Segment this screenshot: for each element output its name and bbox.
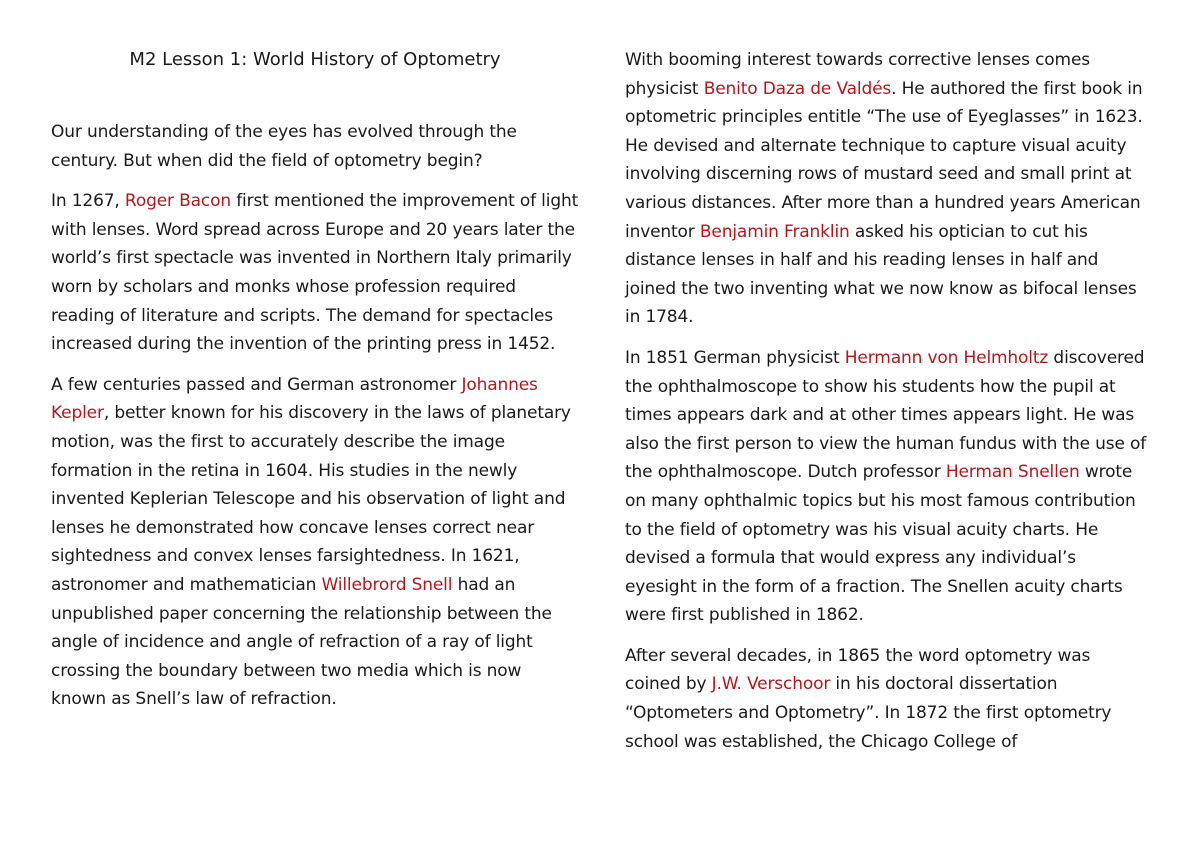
text-run: With booming interest towards corrective lenses comes physicist [625, 50, 1090, 99]
text-run: had an unpublished paper concerning the relationship between the angle of incidence and angle of refraction of a ray of light crossing the boundary between two media which is now known as Snell’s law of refraction. [51, 574, 552, 710]
page-title: M2 Lesson 1: World History of Optometry [129, 49, 501, 70]
text-run: asked his optician to cut his distance lenses in half and his reading lenses in half and joined the two inventing what we now know as bifocal lenses in 1784. [625, 221, 1137, 328]
highlighted-name: Willebrord Snell [321, 574, 453, 595]
highlighted-name: Johannes Kepler [51, 374, 538, 424]
highlighted-name: Benito Daza de Valdés [703, 78, 892, 99]
text-run: in his doctoral dissertation “Optometers and Optometry”. In 1872 the first optometry school was established, the Chicago College of [625, 674, 1112, 752]
right-paragraphs [625, 46, 1147, 756]
left-column [51, 46, 579, 726]
text-run: In 1267, [51, 191, 125, 212]
right-paragraph-2 [625, 344, 1147, 630]
text-run: , better known for his discovery in the laws of planetary motion, was the first to accurately describe the image formation in the retina in 1604. His studies in the newly invented Keplerian Telescope and his observation of light and lenses he demonstrated how concave lenses correct near sightedness and convex lenses farsightedness. In 1621, astronomer and mathematician [51, 403, 571, 595]
right-column [625, 46, 1147, 768]
left-paragraph-3 [51, 371, 579, 714]
highlighted-name: Herman Snellen [945, 462, 1080, 483]
text-run: After several decades, in 1865 the word optometry was coined by [625, 645, 1091, 695]
left-paragraph-2 [51, 187, 579, 359]
highlighted-name: Benjamin Franklin [699, 221, 850, 242]
text-run: wrote on many ophthalmic topics but his most famous contribution to the field of optometry was his visual acuity charts. He devised a formula that would express any individual’s eyesight in the form of a fraction. The Snellen acuity charts were first published in 1862. [625, 462, 1136, 626]
left-paragraphs [51, 118, 579, 714]
highlighted-name: J.W. Verschoor [711, 674, 831, 695]
text-run: first mentioned the improvement of light with lenses. Word spread across Europe and 20 years later the world’s first spectacle was invented in Northern Italy primarily worn by scholars and monks whose profession required reading of literature and scripts. The demand for spectacles increased during the invention of the printing press in 1452. [51, 191, 579, 355]
left-paragraph-1 [51, 118, 579, 175]
text-run: Our understanding of the eyes has evolved through the century. But when did the field of optometry begin? [51, 122, 517, 171]
right-paragraph-1 [625, 46, 1147, 332]
highlighted-name: Hermann von Helmholtz [844, 347, 1049, 368]
text-run: . He authored the first book in optometric principles entitle “The use of Eyeglasses” in 1623. He devised and alternate technique to capture visual acuity involving discerning rows of mustard seed and small print at various distances. After more than a hundred years American inventor [625, 78, 1143, 242]
right-paragraph-3 [625, 642, 1147, 756]
text-run: A few centuries passed and German astronomer [51, 374, 462, 395]
text-run: In 1851 German physicist [625, 347, 845, 368]
text-run: discovered the ophthalmoscope to show his students how the pupil at times appears dark and at other times appears light. He was also the first person to view the human fundus with the use of the ophthalmoscope. Dutch professor [625, 347, 1147, 483]
highlighted-name: Roger Bacon [124, 191, 231, 212]
